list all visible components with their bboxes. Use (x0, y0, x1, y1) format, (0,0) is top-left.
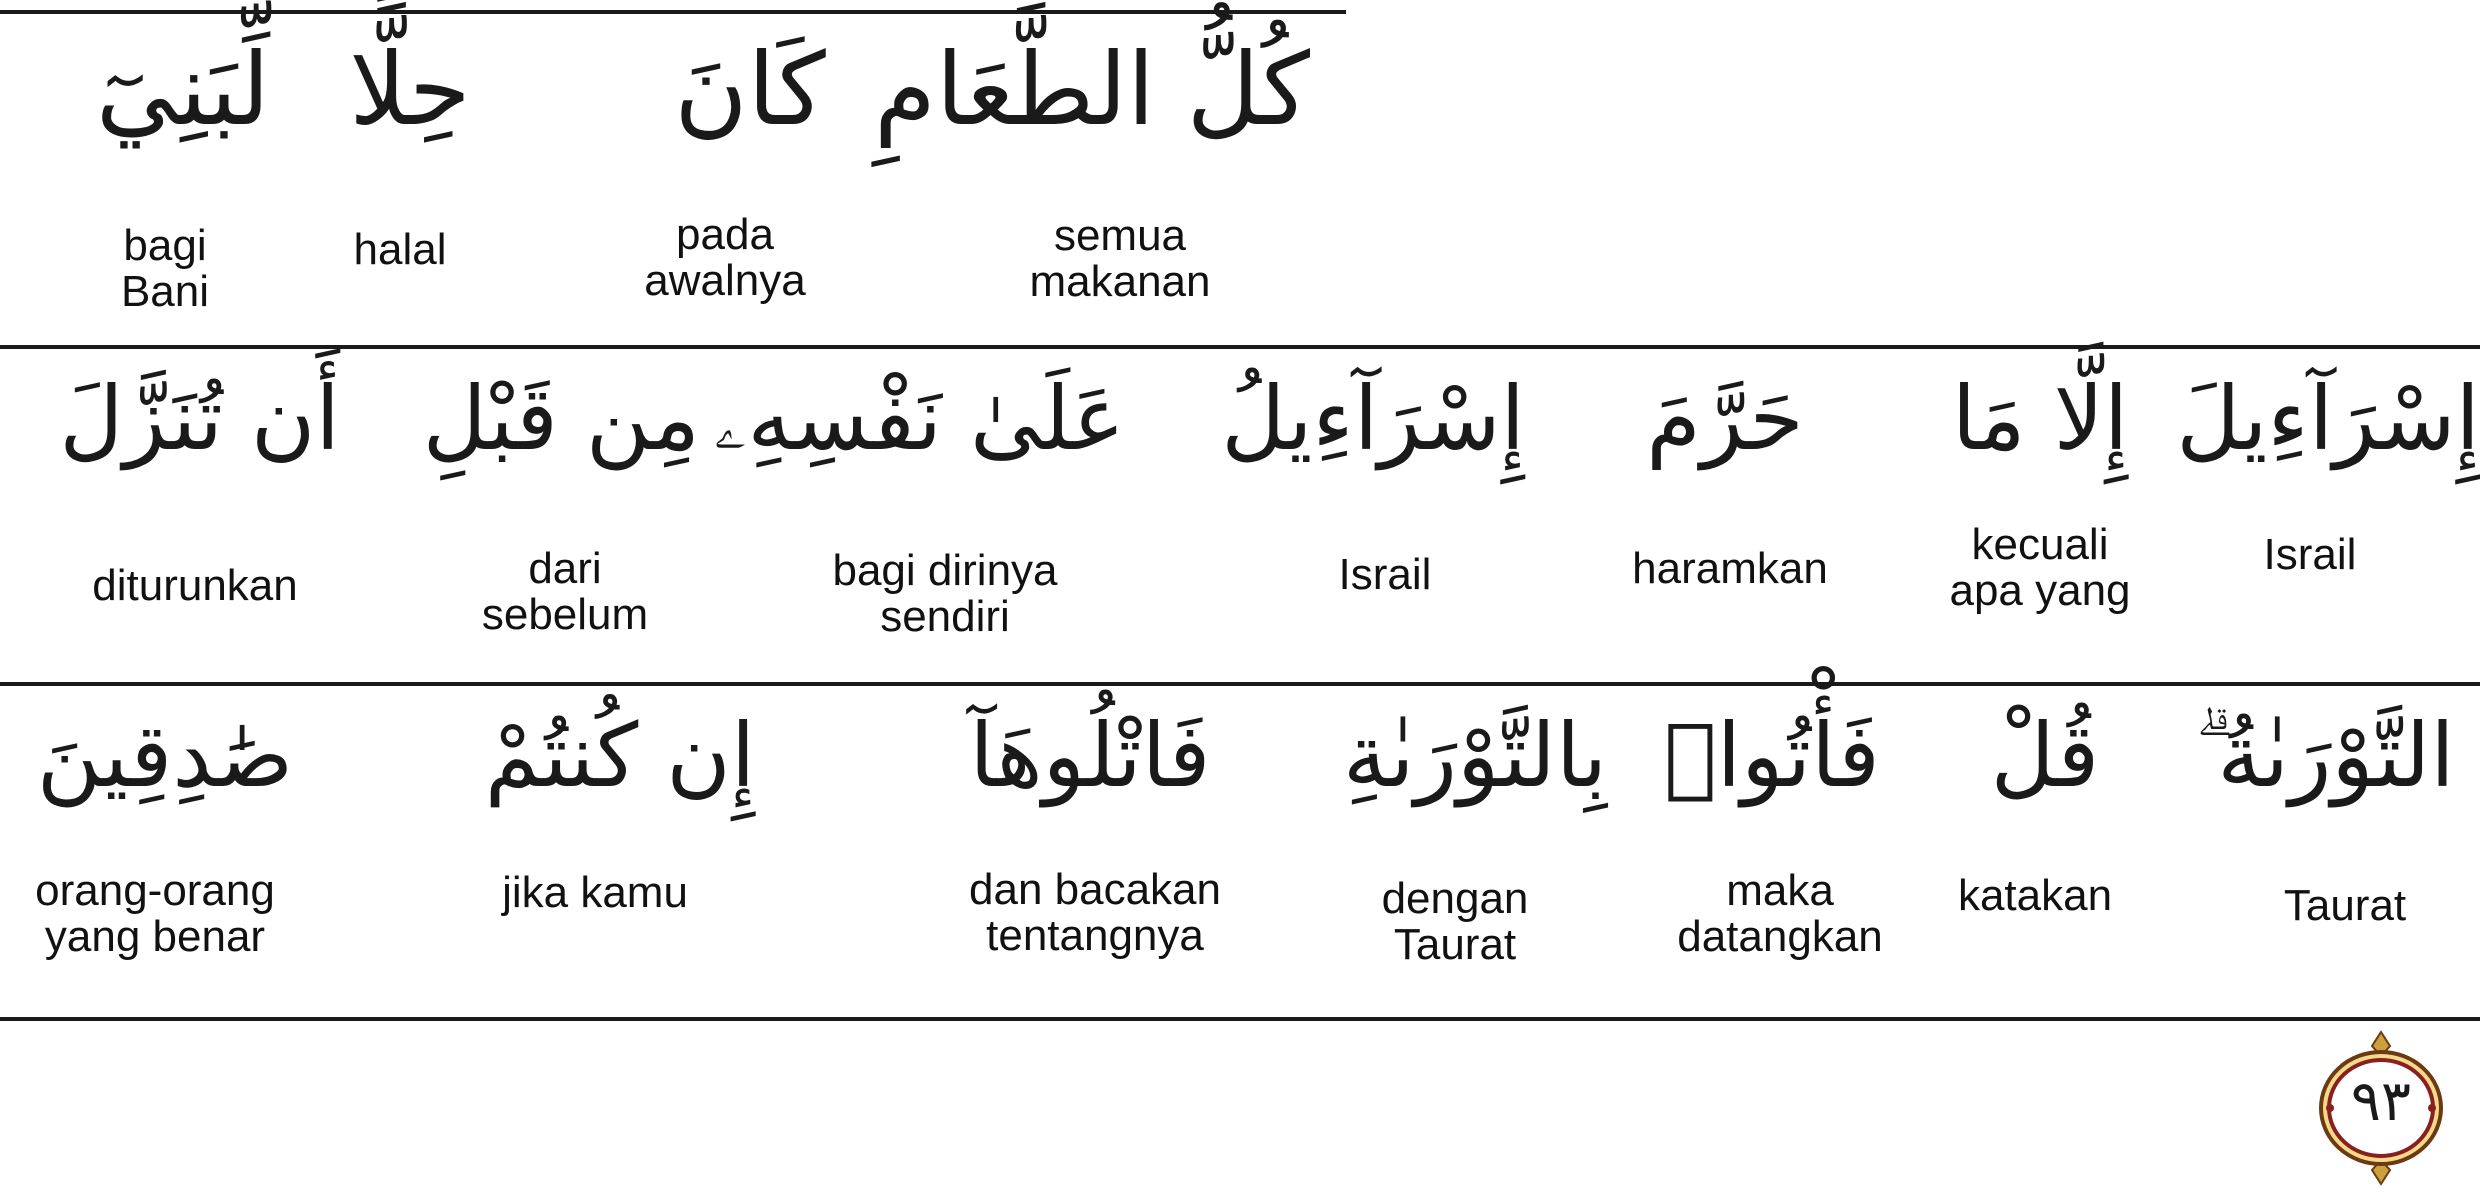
page-number-badge (2316, 1028, 2446, 1188)
arabic-word: إِسْرَآءِيلَ (2176, 367, 2480, 470)
word-meaning: dan bacakan tentangnya (969, 865, 1221, 960)
word-meaning: Israil (1338, 550, 1432, 599)
word-meaning: halal (353, 225, 447, 274)
arabic-word: إِن كُنتُمْ (484, 704, 756, 807)
arabic-word: بِالتَّوْرَىٰةِ (1342, 704, 1608, 807)
arabic-word: صَٰدِقِينَ (36, 704, 294, 807)
word-meaning: maka datangkan (1677, 866, 1883, 961)
arabic-word: إِلَّا مَا (1951, 367, 2129, 470)
word-meaning: dari sebelum (481, 544, 649, 639)
arabic-word: لِّبَنِيٓ (95, 31, 270, 148)
arabic-word: كَانَ (674, 31, 826, 148)
arabic-word: فَأْتُوا۟ (1663, 704, 1880, 807)
word-meaning: diturunkan (92, 561, 298, 610)
arabic-word: كُلُّ الطَّعَامِ (873, 31, 1310, 148)
arabic-word: أَن تُنَزَّلَ (59, 367, 340, 470)
word-meaning: kecuali apa yang (1949, 520, 2131, 615)
word-meaning: bagi dirinya sendiri (832, 546, 1058, 641)
arabic-word: إِسْرَآءِيلُ (1221, 367, 1525, 470)
word-meaning: pada awalnya (644, 210, 806, 305)
arabic-word: قُلْ (1990, 704, 2100, 807)
arabic-word: فَاتْلُوهَآ (969, 704, 1211, 807)
word-meaning: bagi Bani (120, 221, 210, 316)
word-meaning: orang-orang yang benar (35, 866, 275, 961)
top-rule (0, 10, 1346, 14)
arabic-word: التَّوْرَىٰةُ ۗ (2195, 704, 2455, 807)
page-number: ٩٣ (2350, 1069, 2412, 1134)
word-meaning: dengan Taurat (1381, 874, 1529, 969)
row-divider-2 (0, 682, 2480, 686)
row-divider-1 (0, 345, 2480, 349)
arabic-word: حِلًّا (349, 31, 471, 148)
word-meaning: katakan (1957, 871, 2113, 920)
word-meaning: haramkan (1632, 544, 1828, 593)
word-meaning: Israil (2263, 530, 2357, 579)
row-divider-3 (0, 1017, 2480, 1021)
word-meaning: Taurat (2283, 881, 2407, 930)
arabic-word: حَرَّمَ (1646, 367, 1804, 470)
word-meaning: jika kamu (502, 868, 688, 917)
arabic-word: مِن قَبْلِ (422, 367, 700, 470)
word-meaning: semua makanan (1029, 211, 1211, 306)
arabic-word: عَلَىٰ نَفْسِهِۦ (713, 367, 1125, 470)
